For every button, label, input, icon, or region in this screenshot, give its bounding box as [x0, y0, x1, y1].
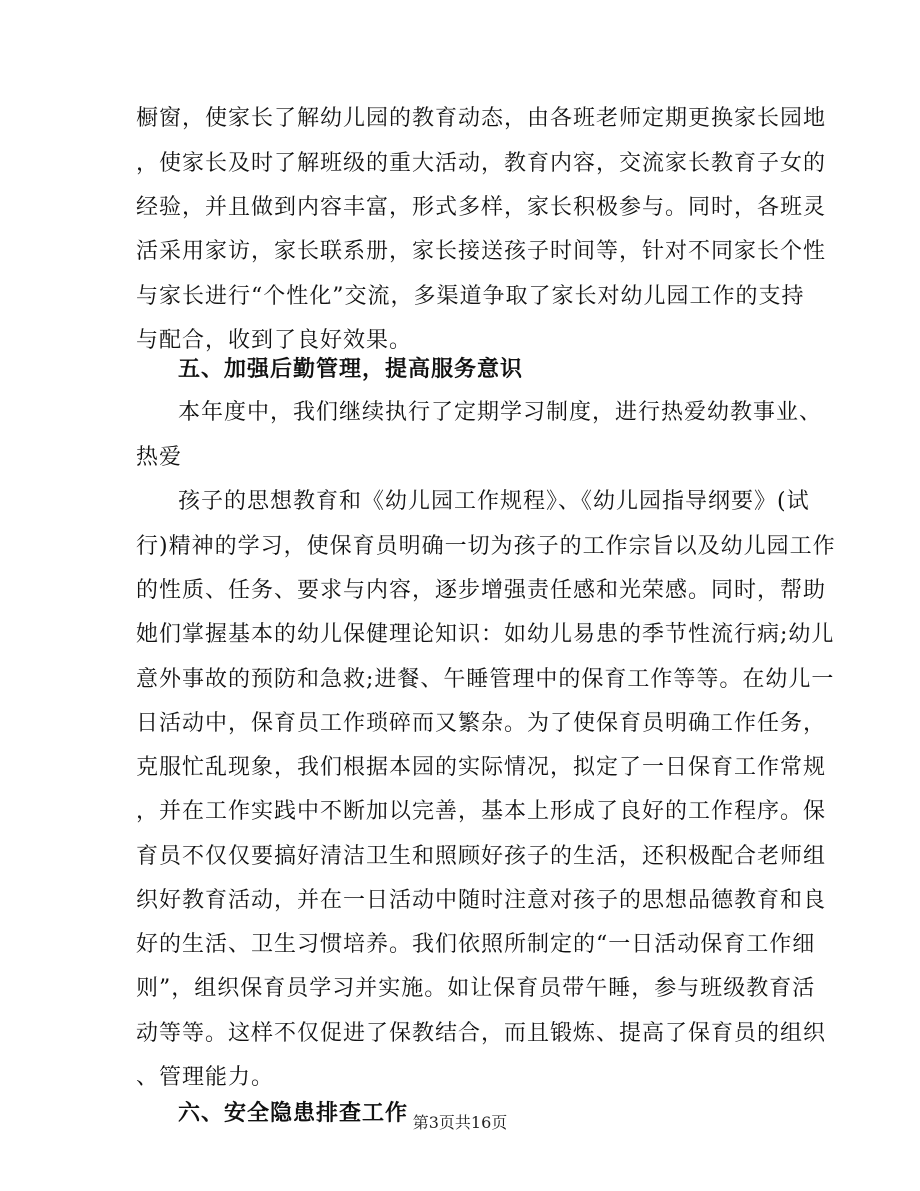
paragraph-line: 热爱: [136, 445, 183, 470]
paragraph-line: 织好教育活动，并在一日活动中随时注意对孩子的思想品德教育和良: [136, 888, 827, 913]
paragraph-line: 橱窗，使家长了解幼儿园的教育动态，由各班老师定期更换家长园地: [136, 106, 827, 131]
paragraph-line: 她们掌握基本的幼儿保健理论知识：如幼儿易患的季节性流行病;幼儿: [136, 622, 835, 647]
paragraph-line: 孩子的思想教育和《幼儿园工作规程》、《幼儿园指导纲要》(试: [178, 489, 810, 514]
paragraph-line: 好的生活、卫生习惯培养。我们依照所制定的“一日活动保育工作细: [136, 932, 816, 957]
paragraph-line: 与配合，收到了良好效果。: [136, 328, 413, 353]
paragraph-line: 与家长进行“个性化”交流，多渠道争取了家长对幼儿园工作的支持: [136, 284, 805, 309]
paragraph-line: 意外事故的预防和急救;进餐、午睡管理中的保育工作等等。在幼儿一: [136, 667, 835, 692]
page-footer: 第3页共16页: [412, 1113, 508, 1132]
section-heading: 五、加强后勤管理，提高服务意识: [178, 356, 524, 382]
section-heading: 六、安全隐患排查工作: [178, 1100, 409, 1126]
paragraph-line: 经验，并且做到内容丰富，形式多样，家长积极参与。同时，各班灵: [136, 195, 827, 220]
paragraph-line: 行)精神的学习，使保育员明确一切为孩子的工作宗旨以及幼儿园工作: [136, 534, 836, 559]
paragraph-line: 育员不仅仅要搞好清洁卫生和照顾好孩子的生活，还积极配合老师组: [136, 844, 827, 869]
paragraph-line: 则”，组织保育员学习并实施。如让保育员带午睡，参与班级教育活: [136, 976, 816, 1001]
paragraph-line: ，并在工作实践中不断加以完善，基本上形成了良好的工作程序。保: [136, 799, 827, 824]
paragraph-line: 的性质、任务、要求与内容，逐步增强责任感和光荣感。同时，帮助: [136, 578, 827, 603]
paragraph-line: 日活动中，保育员工作琐碎而又繁杂。为了使保育员明确工作任务，: [136, 711, 827, 736]
paragraph-line: 活采用家访，家长联系册，家长接送孩子时间等，针对不同家长个性: [136, 239, 827, 264]
paragraph-line: ，使家长及时了解班级的重大活动，教育内容，交流家长教育子女的: [136, 151, 827, 176]
paragraph-line: 克服忙乱现象，我们根据本园的实际情况，拟定了一日保育工作常规: [136, 755, 827, 780]
paragraph-line: 本年度中，我们继续执行了定期学习制度，进行热爱幼教事业、: [178, 400, 823, 425]
paragraph-line: 、管理能力。: [136, 1065, 275, 1090]
paragraph-line: 动等等。这样不仅促进了保教结合，而且锻炼、提高了保育员的组织: [136, 1021, 827, 1046]
